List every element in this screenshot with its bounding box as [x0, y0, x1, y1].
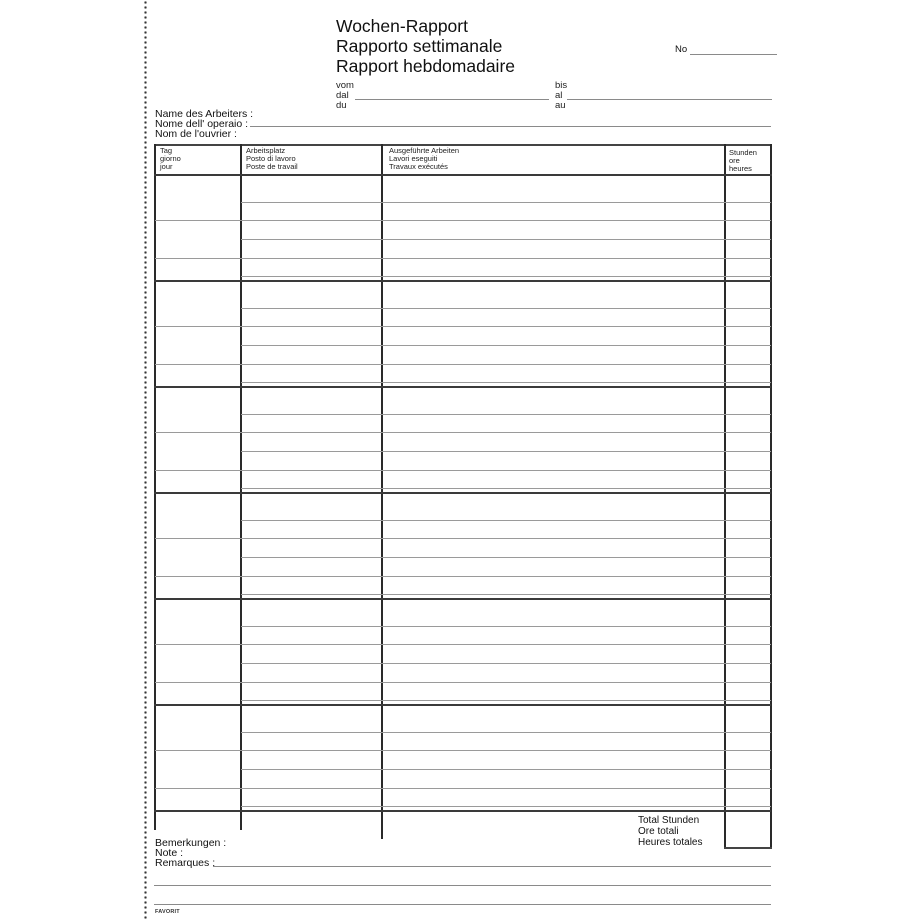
- day-subdivider: [155, 470, 771, 471]
- entry-line: [241, 414, 771, 415]
- date-to-field[interactable]: [567, 99, 772, 100]
- entry-line: [241, 239, 771, 240]
- entry-line: [241, 806, 771, 807]
- entry-line: [241, 488, 771, 489]
- remarks-line-3[interactable]: [154, 904, 771, 905]
- day-block[interactable]: [155, 493, 771, 599]
- from-label-it: dal: [336, 90, 349, 101]
- day-block[interactable]: [155, 387, 771, 493]
- title-french: Rapport hebdomadaire: [336, 56, 516, 76]
- day-block-divider: [154, 810, 771, 812]
- entry-line: [241, 308, 771, 309]
- from-label-de: vom: [336, 80, 354, 91]
- from-label-fr: du: [336, 100, 347, 111]
- title-italian: Rapporto settimanale: [336, 36, 503, 56]
- remarks-label-it: Note :: [155, 847, 184, 859]
- entry-line: [241, 594, 771, 595]
- total-hours-field[interactable]: [726, 812, 770, 847]
- total-hours-label: Total Stunden Ore totali Heures totales: [638, 815, 703, 848]
- day-subdivider: [155, 258, 771, 259]
- day-block[interactable]: [155, 281, 771, 387]
- day-subdivider: [155, 750, 771, 751]
- entry-line: [241, 345, 771, 346]
- header-day: Tag giorno jour: [160, 146, 181, 172]
- remarks-line-2[interactable]: [154, 885, 771, 886]
- to-label-de: bis: [555, 80, 568, 91]
- entry-line: [241, 202, 771, 203]
- day-subdivider: [155, 432, 771, 433]
- day-subdivider: [155, 538, 771, 539]
- number-field[interactable]: [690, 54, 777, 55]
- perforation-edge: [144, 0, 147, 920]
- entry-line: [241, 700, 771, 701]
- to-label-it: al: [555, 90, 563, 101]
- entry-line: [241, 663, 771, 664]
- day-block[interactable]: [155, 705, 771, 811]
- title-german: Wochen-Rapport: [336, 16, 468, 36]
- header-work-done: Ausgeführte Arbeiten Lavori eseguiti Travaux exécutés: [389, 146, 460, 172]
- entry-line: [241, 276, 771, 277]
- day-subdivider: [155, 326, 771, 327]
- entry-line: [241, 520, 771, 521]
- entry-line: [241, 732, 771, 733]
- remarks-label-de: Bemerkungen :: [155, 837, 227, 849]
- remarks-label-fr: Remarques :: [155, 857, 216, 869]
- day-block[interactable]: [155, 175, 771, 281]
- entry-line: [241, 626, 771, 627]
- day-subdivider: [155, 220, 771, 221]
- entry-line: [241, 451, 771, 452]
- date-from-field[interactable]: [355, 99, 549, 100]
- entry-line: [241, 382, 771, 383]
- worker-label-fr: Nom de l'ouvrier :: [155, 128, 237, 140]
- to-label-fr: au: [555, 100, 566, 111]
- day-subdivider: [155, 364, 771, 365]
- header-workplace: Arbeitsplatz Posto di lavoro Poste de travail: [246, 146, 298, 172]
- brand-label: FAVORIT: [155, 909, 180, 915]
- entry-line: [241, 769, 771, 770]
- worker-name-field[interactable]: [250, 126, 771, 127]
- header-hours: Stunden ore heures: [729, 148, 757, 174]
- day-block[interactable]: [155, 599, 771, 705]
- worker-label-it: Nome dell' operaio :: [155, 118, 249, 130]
- number-label: No: [675, 44, 688, 55]
- entry-line: [241, 557, 771, 558]
- total-hours-box-bottom: [724, 847, 772, 849]
- day-subdivider: [155, 644, 771, 645]
- worker-label-de: Name des Arbeiters :: [155, 108, 254, 120]
- day-subdivider: [155, 576, 771, 577]
- remarks-line-1[interactable]: [213, 866, 771, 867]
- day-subdivider: [155, 788, 771, 789]
- day-subdivider: [155, 682, 771, 683]
